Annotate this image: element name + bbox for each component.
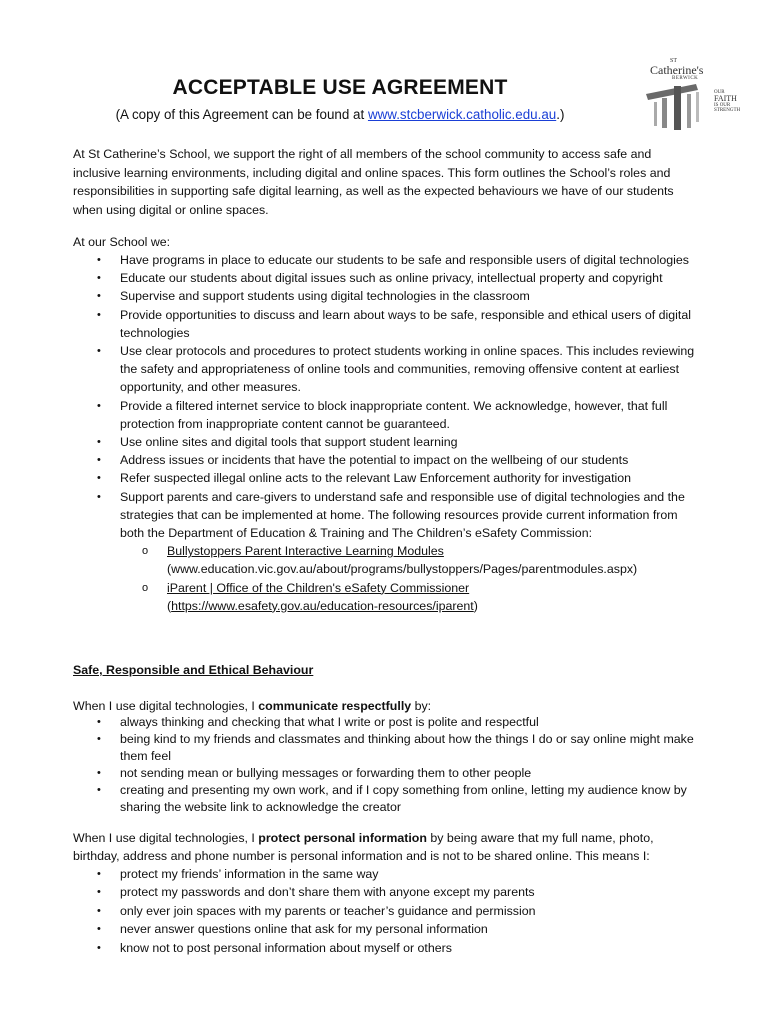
resource-item bbox=[120, 579, 698, 615]
logo-motto-line: IS OUR bbox=[714, 103, 731, 108]
resource-link[interactable]: Bullystoppers Parent Interactive Learning Modules bbox=[167, 544, 444, 559]
logo-name: Catherine's bbox=[650, 63, 704, 77]
resource-url: (www.education.vic.gov.au/about/programs/bullystoppers/Pages/parentmodules.aspx) bbox=[167, 562, 638, 577]
list-item: • never answer questions online that ask for my personal information bbox=[73, 920, 698, 938]
list-item: • being kind to my friends and classmates and thinking about how the things I do or say online might make them feel bbox=[73, 731, 698, 765]
school-commitments-label: At our School we: bbox=[73, 235, 171, 249]
logo-st: ST bbox=[670, 58, 678, 64]
list-item: • only ever join spaces with my parents or teacher’s guidance and permission bbox=[73, 902, 698, 920]
protect-tail: by being aware that my full name, photo, birthday, address and phone number is personal information and is not to be shared online. This means I: bbox=[73, 831, 654, 863]
communicate-lead: When I use digital technologies, I bbox=[73, 699, 259, 713]
logo-berwick: BERWICK bbox=[672, 76, 699, 81]
resource-item bbox=[120, 542, 698, 578]
list-item: • Use online sites and digital tools that support student learning bbox=[73, 433, 698, 451]
list-item: • always thinking and checking that what I write or post is polite and respectful bbox=[73, 714, 698, 731]
protect-bold: protect personal information bbox=[258, 831, 427, 845]
list-item: • Provide a filtered internet service to block inappropriate content. We acknowledge, however, that full protection from inappropriate content cannot be guaranteed. bbox=[73, 397, 698, 433]
logo-motto-line: FAITH bbox=[714, 94, 737, 103]
communicate-intro bbox=[73, 697, 693, 715]
list-item: • Provide opportunities to discuss and learn about ways to be safe, responsible and ethical users of digital technologies bbox=[73, 306, 698, 342]
list-item-text: Support parents and care-givers to understand safe and responsible use of digital technologies and the strategies that can be implemented at home. The following resources provide current information from both the Department of Education & Training and The Children’s eSafety Commission: bbox=[120, 489, 685, 541]
page-subtitle bbox=[0, 107, 680, 122]
resources-list bbox=[120, 542, 698, 615]
list-item: • Have programs in place to educate our students to be safe and responsible users of digital technologies bbox=[73, 251, 698, 269]
logo-motto-line: OUR bbox=[714, 90, 725, 95]
communicate-tail: by: bbox=[411, 699, 432, 713]
list-item: • Educate our students about digital issues such as online privacy, intellectual property and copyright bbox=[73, 269, 698, 287]
school-commitments-list bbox=[73, 251, 698, 615]
communicate-bold: communicate respectfully bbox=[258, 699, 412, 713]
resource-url-link[interactable]: https://www.esafety.gov.au/education-resources/iparent bbox=[171, 598, 474, 613]
list-item: • creating and presenting my own work, and if I copy something from online, letting my audience know by sharing the website link to acknowledge the creator bbox=[73, 782, 698, 816]
subtitle-prefix: (A copy of this Agreement can be found at bbox=[115, 107, 368, 122]
list-item: • Use clear protocols and procedures to protect students working in online spaces. This includes reviewing the safety and appropriateness of online tools and communities, removing offensive content at earliest opportunity, and other measures. bbox=[73, 342, 698, 397]
subtitle-suffix: .) bbox=[556, 107, 565, 122]
logo-motto-line: STRENGTH bbox=[714, 108, 741, 113]
list-item: • Supervise and support students using digital technologies in the classroom bbox=[73, 287, 698, 305]
list-item bbox=[73, 488, 698, 615]
page-title: ACCEPTABLE USE AGREEMENT bbox=[172, 76, 508, 99]
protect-intro bbox=[73, 829, 693, 865]
resource-link[interactable]: iParent | Office of the Children's eSafety Commissioner bbox=[167, 580, 470, 595]
communicate-list bbox=[73, 714, 698, 816]
list-item: • protect my friends’ information in the same way bbox=[73, 865, 698, 883]
list-item: • know not to post personal information about myself or others bbox=[73, 939, 698, 957]
protect-lead: When I use digital technologies, I bbox=[73, 831, 259, 845]
logo-motto bbox=[714, 90, 740, 113]
list-item: • Address issues or incidents that have the potential to impact on the wellbeing of our students bbox=[73, 451, 698, 469]
list-item: • protect my passwords and don’t share them with anyone except my parents bbox=[73, 883, 698, 901]
resource-url-close: ) bbox=[473, 598, 478, 613]
list-item: • Refer suspected illegal online acts to the relevant Law Enforcement authority for investigation bbox=[73, 469, 698, 487]
section-heading: Safe, Responsible and Ethical Behaviour bbox=[73, 663, 314, 677]
website-link[interactable]: www.stcberwick.catholic.edu.au bbox=[367, 107, 557, 122]
protect-list bbox=[73, 865, 698, 957]
resource-url-open: ( bbox=[167, 598, 172, 613]
list-item: • not sending mean or bullying messages or forwarding them to other people bbox=[73, 765, 698, 782]
intro-paragraph: At St Catherine’s School, we support the right of all members of the school community to access safe and inclusive learning environments, including digital and online spaces. This form outlines the School’s roles and responsibilities in supporting safe digital learning, as well as the expected behaviours we have of our students when using digital or online spaces. bbox=[73, 147, 674, 217]
